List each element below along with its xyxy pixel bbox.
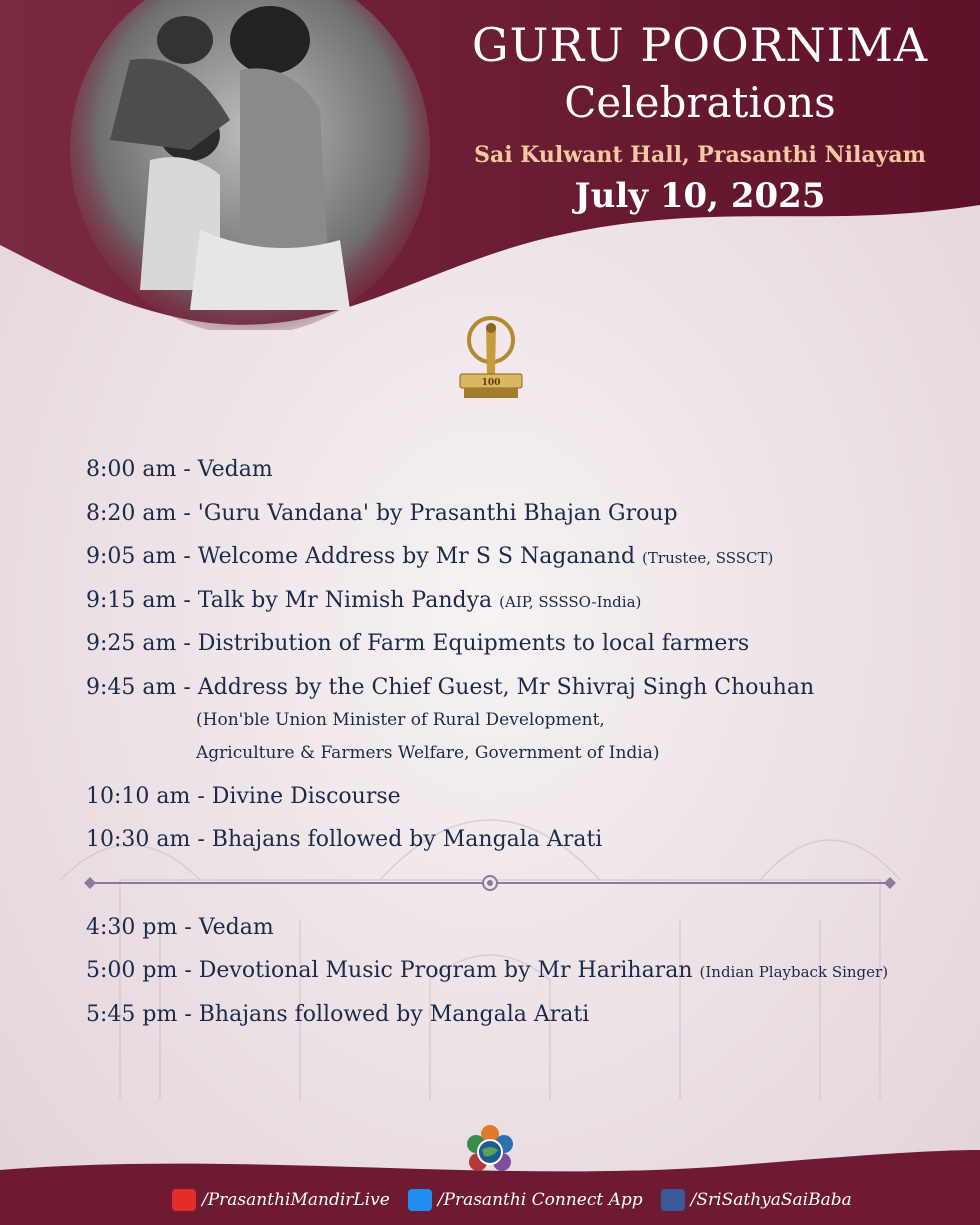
schedule-item: 9:45 am - Address by the Chief Guest, Mr Shivraj Singh Chouhan xyxy=(86,675,815,700)
schedule-item: 5:00 pm - Devotional Music Program by Mr Hariharan (Indian Playback Singer) xyxy=(86,958,889,983)
chief-guest-details-line1: (Hon'ble Union Minister of Rural Development, xyxy=(196,710,605,730)
schedule-item: 8:20 am - 'Guru Vandana' by Prasanthi Bhajan Group xyxy=(86,501,678,526)
chief-guest-details-line2: Agriculture & Farmers Welfare, Government of India) xyxy=(196,743,660,763)
schedule-item: 9:25 am - Distribution of Farm Equipments to local farmers xyxy=(86,631,750,656)
emblem-label: 100 xyxy=(481,378,501,388)
footer-links xyxy=(172,1189,852,1211)
guru-photo xyxy=(70,0,430,330)
app-store-icon[interactable] xyxy=(408,1189,432,1211)
schedule-item: 9:05 am - Welcome Address by Mr S S Naganand (Trustee, SSSCT) xyxy=(86,544,774,569)
schedule-item: 5:45 pm - Bhajans followed by Mangala Arati xyxy=(86,1002,590,1027)
schedule-item: 10:10 am - Divine Discourse xyxy=(86,784,401,809)
centenary-emblem-icon xyxy=(450,312,532,408)
event-date: July 10, 2025 xyxy=(574,176,826,216)
youtube-link[interactable]: /PrasanthiMandirLive xyxy=(202,1190,390,1210)
youtube-icon[interactable] xyxy=(172,1189,196,1211)
app-link[interactable]: /Prasanthi Connect App xyxy=(437,1190,643,1210)
schedule-item: 4:30 pm - Vedam xyxy=(86,915,274,940)
schedule-item: 9:15 am - Talk by Mr Nimish Pandya (AIP, SSSSO-India) xyxy=(86,588,642,613)
facebook-icon[interactable] xyxy=(661,1189,685,1211)
title-line2: Celebrations xyxy=(564,78,836,127)
schedule-item: 8:00 am - Vedam xyxy=(86,457,273,482)
facebook-link[interactable]: /SriSathyaSaiBaba xyxy=(690,1190,852,1210)
venue: Sai Kulwant Hall, Prasanthi Nilayam xyxy=(474,142,926,168)
title-line1: GURU POORNIMA xyxy=(471,18,929,72)
sarva-dharma-globe-icon xyxy=(460,1118,520,1178)
section-divider xyxy=(80,873,900,893)
schedule-item: 10:30 am - Bhajans followed by Mangala Arati xyxy=(86,827,603,852)
